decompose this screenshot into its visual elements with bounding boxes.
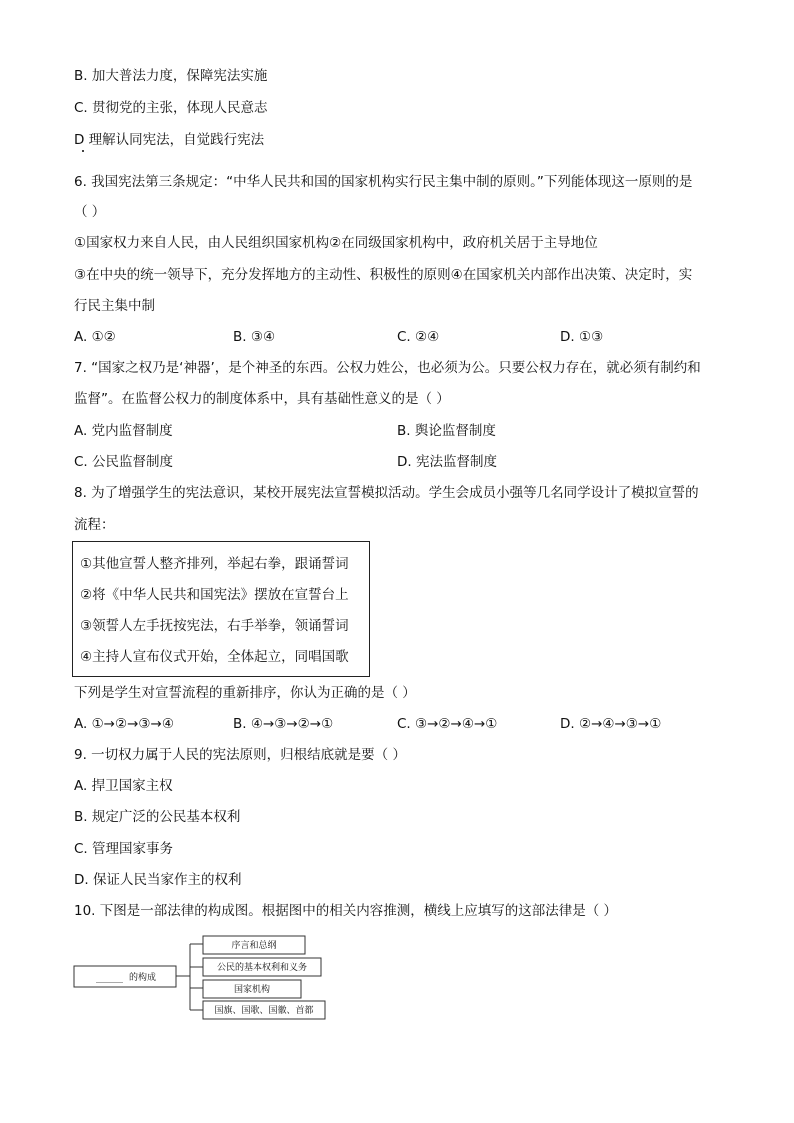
q8-option-d[interactable]: D. ②→④→③→① (560, 716, 662, 732)
q6-option-a[interactable]: A. ①② (74, 329, 116, 345)
q8-step-3: ③领誓人左手抚按宪法，右手举拳，领诵誓词 (80, 618, 349, 634)
q5-option-d: D 理解认同宪法，自觉践行宪法 (74, 132, 265, 148)
q6-stem-line1: 6. 我国宪法第三条规定：“中华人民共和国的国家机构实行民主集中制的原则。”下列能体现这一原则的是 (74, 174, 693, 190)
q9-option-d[interactable]: D. 保证人民当家作主的权利 (74, 872, 242, 888)
q6-items-3-4-cont: 行民主集中制 (74, 298, 155, 314)
diagram-root-box (74, 966, 176, 987)
q6-items-3-4: ③在中央的统一领导下，充分发挥地方的主动性、积极性的原则④在国家机关内部作出决策、决定时，实 (74, 267, 693, 283)
q10-stem: 10. 下图是一部法律的构成图。根据图中的相关内容推测，横线上应填写的这部法律是（ ） (74, 903, 618, 919)
q5-option-b: B. 加大普法力度，保障宪法实施 (74, 68, 268, 84)
diagram-branch-2: 公民的基本权利和义务 (216, 963, 308, 973)
q7-option-a[interactable]: A. 党内监督制度 (74, 423, 173, 439)
q8-step-4: ④主持人宣布仪式开始，全体起立，同唱国歌 (80, 649, 349, 665)
q6-option-c[interactable]: C. ②④ (397, 329, 440, 345)
q9-option-c[interactable]: C. 管理国家事务 (74, 841, 174, 857)
q9-option-a[interactable]: A. 捍卫国家主权 (74, 778, 173, 794)
q7-option-c[interactable]: C. 公民监督制度 (74, 454, 174, 470)
q8-step-2: ②将《中华人民共和国宪法》摆放在宣誓台上 (80, 587, 349, 603)
diagram-branch-1: 序言和总纲 (231, 941, 277, 951)
q9-stem: 9. 一切权力属于人民的宪法原则，归根结底就是要（ ） (74, 747, 406, 763)
diagram-root-blank: ______ (96, 973, 123, 983)
q8-option-a[interactable]: A. ①→②→③→④ (74, 716, 174, 732)
q6-option-b[interactable]: B. ③④ (233, 329, 276, 345)
q8-option-b[interactable]: B. ④→③→②→① (233, 716, 334, 732)
q6-items-1-2: ①国家权力来自人民，由人民组织国家机构②在同级国家机构中，政府机关居于主导地位 (74, 235, 598, 251)
diagram-branch-3: 国家机构 (233, 985, 271, 995)
q6-option-d[interactable]: D. ①③ (560, 329, 604, 345)
q7-stem-line1: 7. “国家之权乃是‘神器’，是个神圣的东西。公权力姓公，也必须为公。只要公权力存在，就必须有制约和 (74, 360, 701, 376)
q7-option-b[interactable]: B. 舆论监督制度 (397, 423, 496, 439)
q7-stem-line2: 监督”。在监督公权力的制度体系中，具有基础性意义的是（ ） (74, 391, 450, 407)
diagram-root-label: 的构成 (129, 973, 157, 983)
q9-option-b[interactable]: B. 规定广泛的公民基本权利 (74, 809, 241, 825)
q7-option-d[interactable]: D. 宪法监督制度 (397, 454, 497, 470)
diagram-branch-4: 国旗、国歌、国徽、首都 (214, 1006, 314, 1016)
q6-stem-line2: （ ） (74, 204, 106, 220)
q8-stem-line2: 流程： (74, 517, 115, 533)
q8-stem-line1: 8. 为了增强学生的宪法意识，某校开展宪法宣誓模拟活动。学生会成员小强等几名同学设计了模拟宣誓的 (74, 485, 699, 501)
q5-option-c: C. 贯彻党的主张，体现人民意志 (74, 100, 268, 116)
q8-option-c[interactable]: C. ③→②→④→① (397, 716, 498, 732)
q8-stem-line3: 下列是学生对宣誓流程的重新排序，你认为正确的是（ ） (74, 685, 416, 701)
q8-step-1: ①其他宣誓人整齐排列，举起右拳，跟诵誓词 (80, 556, 349, 572)
